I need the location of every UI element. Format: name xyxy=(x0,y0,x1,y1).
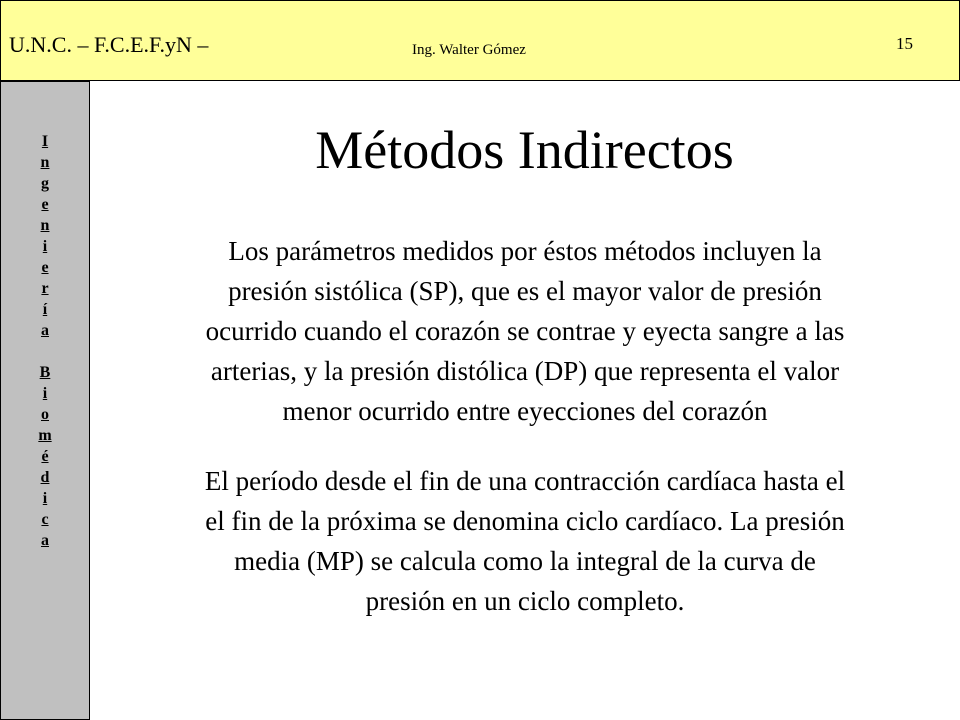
text-line: Los parámetros medidos por éstos métodos incluyen la xyxy=(228,236,822,266)
sidebar-letter: B xyxy=(39,364,51,381)
sidebar-letter: i xyxy=(42,490,48,507)
text-line: presión en un ciclo completo. xyxy=(365,586,685,616)
sidebar-letter: i xyxy=(42,238,48,255)
slide-title: Métodos Indirectos xyxy=(315,120,734,180)
sidebar-letter: I xyxy=(41,133,49,150)
sidebar-letter: i xyxy=(42,385,48,402)
paragraph-pressure-definitions xyxy=(130,231,920,431)
sidebar-letter: r xyxy=(41,280,49,297)
text-line: menor ocurrido entre eyecciones del corazón xyxy=(282,396,768,426)
sidebar-letter: é xyxy=(41,448,49,465)
sidebar-letter: g xyxy=(41,175,49,192)
slide-header xyxy=(0,0,960,81)
sidebar-letter: í xyxy=(42,301,48,318)
sidebar-letter: n xyxy=(40,154,50,171)
institution-label: U.N.C. – F.C.E.F.yN – xyxy=(9,32,209,57)
text-line: media (MP) se calcula como la integral de la curva de xyxy=(234,546,816,576)
sidebar-vertical-title xyxy=(0,81,90,720)
sidebar-letter: a xyxy=(41,532,49,549)
sidebar-letter: a xyxy=(41,322,49,339)
text-line: presión sistólica (SP), que es el mayor valor de presión xyxy=(228,276,822,306)
author-label: Ing. Walter Gómez xyxy=(412,42,526,58)
sidebar-letter: n xyxy=(40,217,50,234)
sidebar-letter: o xyxy=(41,406,49,423)
sidebar-letter: e xyxy=(41,259,49,276)
sidebar-letter: e xyxy=(41,196,49,213)
paragraph-cardiac-cycle xyxy=(130,461,920,621)
text-line: el fin de la próxima se denomina ciclo cardíaco. La presión xyxy=(205,506,845,536)
text-line: ocurrido cuando el corazón se contrae y eyecta sangre a las xyxy=(205,316,845,346)
page-number: 15 xyxy=(896,34,913,53)
text-line: El período desde el fin de una contracción cardíaca hasta el xyxy=(204,466,846,496)
text-line: arterias, y la presión distólica (DP) que representa el valor xyxy=(210,356,840,386)
sidebar-letter: m xyxy=(38,427,52,444)
sidebar-vertical-text xyxy=(1,131,89,551)
sidebar-word-gap xyxy=(1,341,89,362)
sidebar-letter: c xyxy=(41,511,49,528)
sidebar-letter: d xyxy=(40,469,50,486)
